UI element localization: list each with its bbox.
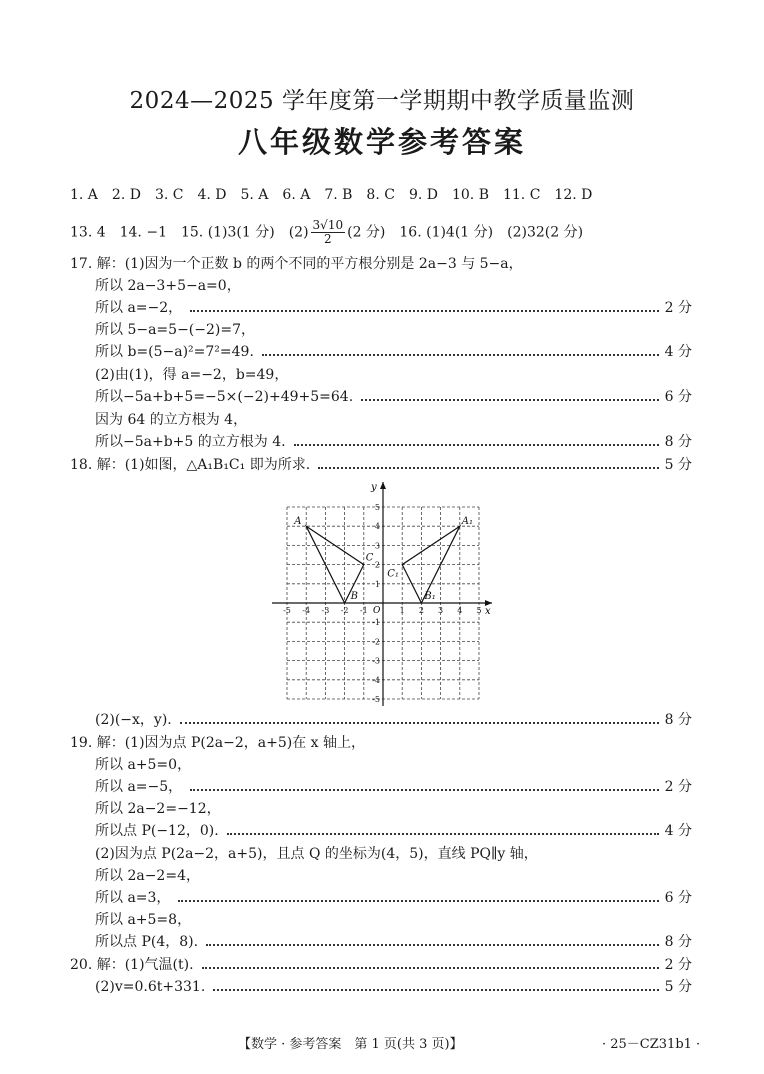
q17-line-2: 所以 2a−3+5−a=0， — [95, 278, 241, 294]
y-tick-label: 4 — [374, 522, 380, 532]
leader-dots — [178, 900, 658, 902]
y-axis-label: y — [371, 482, 377, 493]
y-tick-label: 2 — [374, 560, 380, 570]
q19-line-1: 19. 解：(1)因为点 P(2a−2，a+5)在 x 轴上， — [70, 735, 366, 751]
score: 5 分 — [664, 979, 692, 995]
score: 2 分 — [664, 300, 692, 316]
leader-dots — [361, 399, 658, 401]
q17-line-5-text: 所以 b=(5−a)²=7²=49. — [95, 344, 254, 360]
q19-line-8 — [95, 888, 692, 908]
q19-line-10-text: 所以点 P(4，8). — [95, 934, 199, 950]
score: 6 分 — [664, 890, 692, 906]
q17-line-6: (2)由(1)，得 a=−2，b=49， — [95, 367, 289, 383]
y-tick-label: -3 — [372, 656, 380, 666]
x-tick-label: 4 — [457, 606, 463, 615]
label-a1: A₁ — [461, 516, 474, 528]
q17-line-3-text: 所以 a=−2， — [95, 300, 183, 316]
q19-line-3-text: 所以 a=−5， — [95, 779, 183, 795]
fraction — [311, 219, 346, 246]
leader-dots — [180, 722, 659, 724]
leader-dots — [206, 944, 659, 946]
score: 2 分 — [664, 957, 692, 973]
y-tick-label: -4 — [372, 675, 380, 685]
score: 4 分 — [664, 823, 692, 839]
score: 8 分 — [664, 934, 692, 950]
q19-line-5 — [95, 821, 692, 841]
q17-line-3 — [95, 298, 692, 318]
x-tick-label: -1 — [359, 606, 368, 615]
q18-line-1-text: 18. 解：(1)如图，△A₁B₁C₁ 即为所求. — [70, 457, 311, 473]
label-b: B — [350, 591, 358, 602]
q19-line-3 — [95, 777, 692, 797]
q20-line-2-text: (2)v=0.6t+331. — [95, 979, 206, 995]
score: 2 分 — [664, 779, 692, 795]
leader-dots — [318, 467, 658, 469]
leader-dots — [294, 444, 659, 446]
score: 8 分 — [664, 712, 692, 728]
y-tick-label: -1 — [372, 618, 380, 628]
x-axis-label: x — [485, 606, 491, 617]
x-tick-label: -2 — [340, 606, 349, 615]
y-tick-label: 3 — [374, 541, 380, 551]
q18-line-1 — [70, 455, 692, 475]
q20-line-2 — [95, 977, 692, 997]
label-a: A — [294, 516, 302, 528]
x-tick-label: -5 — [283, 606, 291, 615]
answer-row-1: 1. A 2. D 3. C 4. D 5. A 6. A 7. B 8. C 9. D 10. B 11. C 12. D — [70, 187, 593, 203]
x-tick-label: -3 — [321, 606, 330, 615]
leader-dots — [190, 310, 658, 312]
document-subtitle: 八年级数学参考答案 — [237, 125, 526, 159]
score: 5 分 — [664, 457, 692, 473]
y-tick-label: -5 — [372, 695, 380, 704]
score: 6 分 — [664, 389, 692, 405]
x-tick-label: -4 — [302, 606, 311, 615]
axes — [272, 482, 492, 706]
q19-line-6: (2)因为点 P(2a−2，a+5)，且点 Q 的坐标为(4，5)，直线 PQ∥y 轴， — [95, 846, 538, 862]
leader-dots — [213, 989, 658, 991]
q18-line-2-text: (2)(−x，y). — [95, 712, 172, 728]
fraction-numerator: 3√10 — [312, 218, 344, 232]
leader-dots — [190, 789, 658, 791]
answer-row-2 — [70, 219, 583, 246]
q20-line-1 — [70, 955, 692, 975]
label-c: C — [365, 552, 374, 564]
q19-line-2: 所以 a+5=0， — [95, 757, 192, 773]
q18-line-2 — [95, 710, 692, 730]
q17-line-4: 所以 5−a=5−(−2)=7， — [95, 322, 256, 338]
y-tick-label: 5 — [374, 503, 380, 512]
y-axis-arrow — [380, 482, 386, 489]
q17-line-1: 17. 解：(1)因为一个正数 b 的两个不同的平方根分别是 2a−3 与 5−a， — [70, 256, 523, 272]
q17-line-8: 因为 64 的立方根为 4， — [95, 412, 248, 428]
y-tick-label: 1 — [374, 579, 380, 589]
coordinate-graph — [268, 478, 498, 710]
q19-line-9: 所以 a+5=8， — [95, 912, 192, 928]
q20-line-1-text: 20. 解：(1)气温(t). — [70, 957, 194, 973]
score: 8 分 — [664, 434, 692, 450]
q19-line-10 — [95, 932, 692, 952]
q17-line-9 — [95, 432, 692, 452]
score: 4 分 — [664, 344, 692, 360]
label-b1: B₁ — [424, 591, 436, 602]
q17-line-7-text: 所以−5a+b+5=−5×(−2)+49+5=64. — [95, 389, 354, 405]
label-c1: C₁ — [387, 568, 399, 580]
q19-line-8-text: 所以 a=3， — [95, 890, 171, 906]
origin-label: O — [373, 606, 381, 616]
answer-row-2-part-b: (2 分) 16. (1)4(1 分) (2)32(2 分) — [347, 224, 584, 241]
leader-dots — [202, 967, 659, 969]
footer-code: · 25－CZ31b1 · — [602, 1037, 701, 1052]
fraction-denominator: 2 — [324, 232, 332, 246]
q17-line-5 — [95, 342, 692, 362]
answer-row-2-part-a: 13. 4 14. −1 15. (1)3(1 分) (2) — [70, 224, 309, 241]
q17-line-9-text: 所以−5a+b+5 的立方根为 4. — [95, 434, 286, 450]
leader-dots — [262, 354, 659, 356]
q17-line-7 — [95, 387, 692, 407]
document-title: 2024—2025 学年度第一学期期中教学质量监测 — [129, 88, 635, 114]
y-tick-label: -2 — [372, 637, 380, 647]
leader-dots — [227, 833, 659, 835]
x-tick-label: 2 — [418, 606, 424, 615]
x-tick-label: 3 — [438, 606, 444, 615]
q19-line-5-text: 所以点 P(−12，0). — [95, 823, 219, 839]
footer-page-info: 【数学 · 参考答案 第 1 页(共 3 页)】 — [238, 1037, 463, 1052]
x-tick-label: 1 — [399, 606, 405, 615]
x-tick-label: 5 — [476, 606, 482, 615]
q19-line-4: 所以 2a−2=−12， — [95, 801, 221, 817]
q19-line-7: 所以 2a−2=4， — [95, 868, 200, 884]
